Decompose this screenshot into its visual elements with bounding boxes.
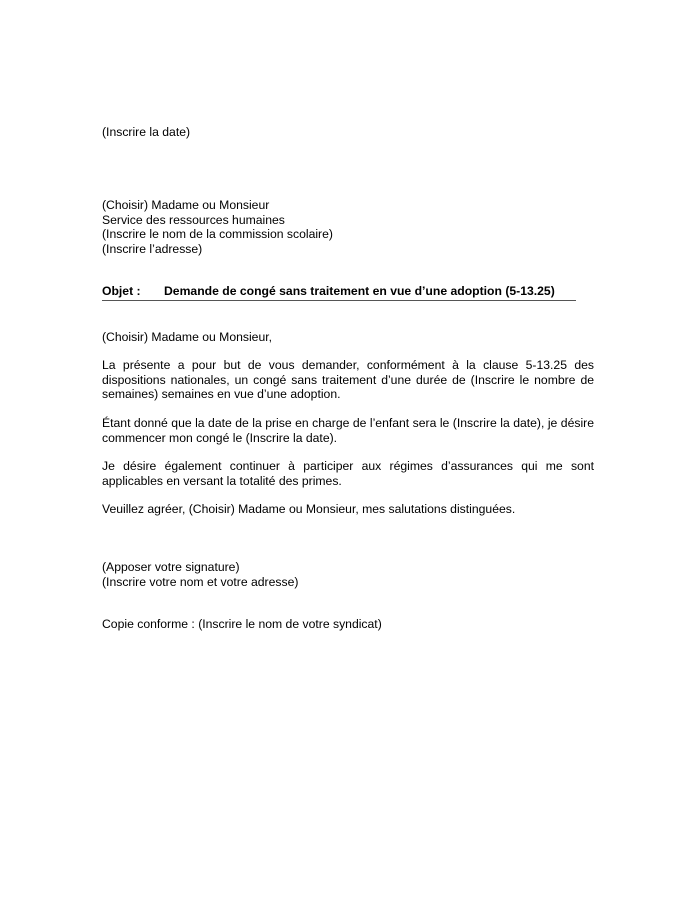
body-paragraph: La présente a pour but de vous demander, conformément à la clause 5-13.25 des dispositions nationales, un congé sans traitement d’une durée de (Inscrire le nombre de semaines) semaines en vue d’une adoption.	[102, 358, 594, 401]
signature-line: (Inscrire votre nom et votre adresse)	[102, 574, 299, 589]
recipient-line: (Inscrire le nom de la commission scolaire)	[102, 227, 333, 241]
date-placeholder: (Inscrire la date)	[102, 125, 191, 139]
salutation: (Choisir) Madame ou Monsieur,	[102, 330, 273, 344]
signature-line: (Apposer votre signature)	[102, 560, 240, 574]
recipient-line: Service des ressources humaines	[102, 212, 285, 227]
body-paragraph: Je désire également continuer à participer aux régimes d’assurances qui me sont applicables en versant la totalité des primes.	[102, 459, 594, 488]
recipient-line: (Inscrire l’adresse)	[102, 241, 203, 256]
recipient-block	[102, 198, 594, 256]
recipient-line: (Choisir) Madame ou Monsieur	[102, 198, 270, 212]
body-paragraph: Étant donné que la date de la prise en charge de l’enfant sera le (Inscrire la date), je désire commencer mon congé le (Inscrire la date).	[102, 416, 594, 445]
signature-block	[102, 560, 594, 589]
subject-text: Demande de congé sans traitement en vue d’une adoption (5-13.25)	[164, 284, 555, 298]
closing-formula: Veuillez agréer, (Choisir) Madame ou Monsieur, mes salutations distinguées.	[102, 502, 516, 516]
copy-line: Copie conforme : (Inscrire le nom de votre syndicat)	[102, 617, 382, 631]
subject-line	[102, 284, 576, 301]
subject-label: Objet :	[102, 284, 141, 298]
